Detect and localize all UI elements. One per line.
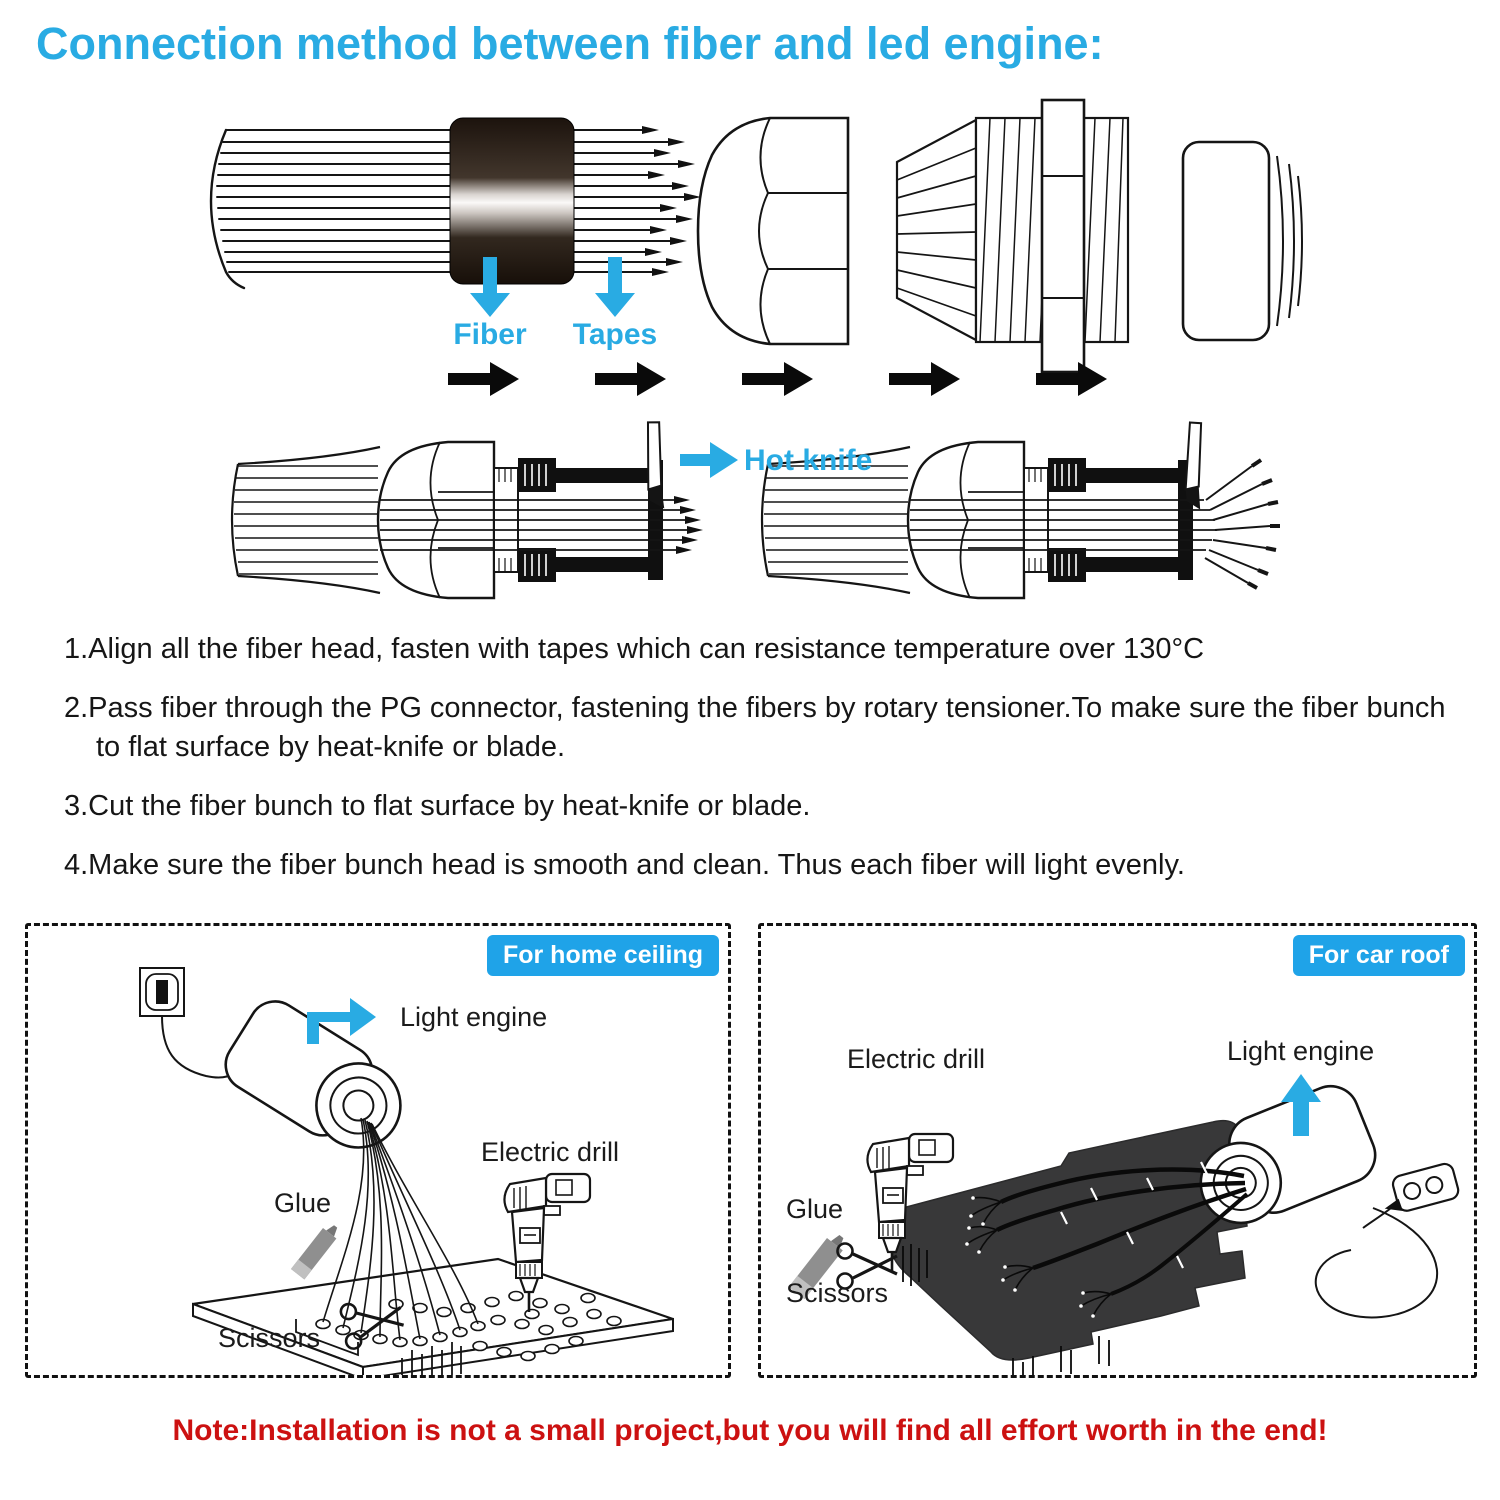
tapes-label: Tapes (572, 318, 658, 351)
cap-nut-illustration (698, 118, 848, 344)
glue-stick-icon (291, 1221, 342, 1280)
pg-connector-body-illustration (897, 100, 1128, 372)
electric-drill-label: Electric drill (847, 1044, 986, 1074)
step-arrow-icon (1036, 361, 1108, 397)
instruction-step: 3.Cut the fiber bunch to flat surface by heat-knife or blade. (64, 789, 811, 822)
light-engine-label: Light engine (1227, 1036, 1375, 1066)
power-cable (1316, 1208, 1437, 1317)
hot-knife-icon (634, 420, 679, 508)
step-arrow-icon (742, 361, 814, 397)
instruction-list (64, 630, 1464, 905)
home-ceiling-badge: For home ceiling (487, 935, 719, 976)
home-ceiling-illustration (28, 926, 728, 1375)
remote-receiver-icon (1377, 1162, 1460, 1216)
fiber-label: Fiber (453, 318, 527, 351)
hot-knife-arrow-icon (680, 442, 738, 478)
gland-assembly-illustration (232, 420, 738, 598)
assembly-flow-arrows (448, 360, 1108, 398)
electric-drill-label: Electric drill (481, 1137, 620, 1167)
panel-car-roof (758, 923, 1477, 1378)
instruction-step: 4.Make sure the fiber bunch head is smooth and clean. Thus each fiber will light evenly. (64, 849, 1185, 882)
locknut-illustration (1183, 142, 1302, 340)
glue-label: Glue (274, 1188, 332, 1218)
glue-label: Glue (786, 1194, 844, 1224)
scissors-label: Scissors (786, 1278, 889, 1308)
light-engine-label: Light engine (400, 1002, 548, 1032)
step-arrow-icon (595, 361, 667, 397)
step-arrow-icon (448, 361, 520, 397)
instruction-step: 1.Align all the fiber head, fasten with tapes which can resistance temperature over 130°C (64, 633, 1205, 665)
car-roof-badge: For car roof (1293, 935, 1465, 976)
fiber-preparation-diagram (190, 92, 1310, 382)
step-arrow-icon (889, 361, 961, 397)
hot-knife-icon (1170, 421, 1220, 510)
tape-wrap (450, 118, 574, 284)
tapes-pointer-arrow-icon (595, 257, 635, 317)
hot-knife-label: Hot knife (744, 444, 873, 477)
ceiling-panel-illustration (193, 1259, 673, 1375)
page-title: Connection method between fiber and led engine: (36, 18, 1104, 69)
scissors-label: Scissors (218, 1323, 321, 1353)
panel-home-ceiling (25, 923, 731, 1378)
instruction-step: 2.Pass fiber through the PG connector, fastening the fibers by rotary tensioner.To make sure the fiber bunch to flat surface by heat-knife or blade. (64, 692, 1446, 763)
fiber-tips (642, 126, 701, 276)
note-text: Note:Installation is not a small project,but you will find all effort worth in the end! (172, 1414, 1328, 1447)
